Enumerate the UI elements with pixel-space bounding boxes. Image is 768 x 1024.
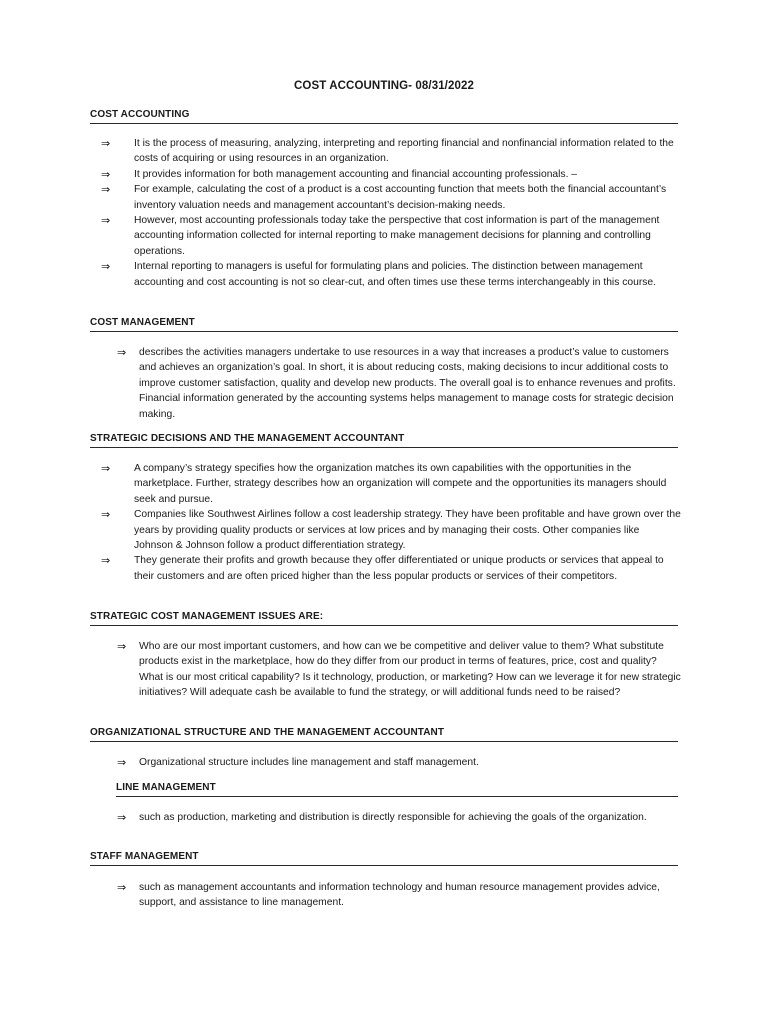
- arrow-bullet-icon: ⇒: [101, 508, 111, 522]
- arrow-bullet-icon: ⇒: [117, 881, 127, 894]
- list-org-structure: [117, 755, 683, 770]
- list-item: ⇒ Who are our most important customers, and how can we be competitive and deliver value to them? What substitute products exist in the marketplace, how do they differ from our product in terms of features, price, cost and quality? What is our most critical capability? Is it technology, production, or marketing? How can we leverage it for new strategic initiatives? Will adequate cash be available to fund the strategy, or will additional funds need to be raised?: [117, 640, 681, 699]
- section-heading-strategic-cost-issues: STRATEGIC COST MANAGEMENT ISSUES ARE:: [90, 610, 678, 626]
- list-item: ⇒ They generate their profits and growth because they offer differentiated or unique products or services that appeal to their customers and are often priced higher than the less popular products or services of their competitors.: [101, 554, 664, 582]
- document-title: COST ACCOUNTING- 08/31/2022: [294, 80, 474, 92]
- arrow-bullet-icon: ⇒: [117, 346, 127, 359]
- list-strategic-cost-issues: [117, 639, 683, 701]
- list-item: ⇒ However, most accounting professionals today take the perspective that cost information is part of the management accounting information collected for internal reporting to make management decisions for planning and controlling operations.: [101, 214, 660, 257]
- section-heading-org-structure: ORGANIZATIONAL STRUCTURE AND THE MANAGEMENT ACCOUNTANT: [90, 726, 678, 742]
- section-heading-staff-management: STAFF MANAGEMENT: [90, 850, 678, 866]
- list-item: ⇒ describes the activities managers undertake to use resources in a way that increases a product’s value to customers and achieves an organization’s goal. In short, it is about reducing costs, making decisions to incur additional costs to improve customer satisfaction, quality and develop new products. The overall goal is to enhance revenues and profits. Financial information generated by the accounting systems helps management to manage costs for strategic decision making.: [117, 346, 676, 420]
- arrow-bullet-icon: ⇒: [101, 554, 111, 568]
- arrow-bullet-icon: ⇒: [101, 167, 111, 181]
- arrow-bullet-icon: ⇒: [117, 640, 127, 653]
- section-heading-strategic-decisions: STRATEGIC DECISIONS AND THE MANAGEMENT ACCOUNTANT: [90, 432, 678, 448]
- list-item: ⇒ such as production, marketing and distribution is directly responsible for achieving the goals of the organization.: [117, 811, 647, 824]
- list-cost-accounting: [101, 136, 681, 290]
- arrow-bullet-icon: ⇒: [101, 214, 111, 228]
- arrow-bullet-icon: ⇒: [101, 183, 111, 197]
- list-item: ⇒ Internal reporting to managers is useful for formulating plans and policies. The distinction between management accounting and cost accounting is not so clear-cut, and often times use these terms interchangeably in this course.: [101, 260, 656, 288]
- arrow-bullet-icon: ⇒: [101, 137, 111, 150]
- list-item: ⇒ For example, calculating the cost of a product is a cost accounting function that meets both the financial accountant’s inventory valuation needs and management accountant’s decision-making needs.: [101, 183, 667, 211]
- arrow-bullet-icon: ⇒: [101, 260, 111, 274]
- list-cost-management: [117, 345, 683, 422]
- list-item: ⇒ such as management accountants and information technology and human resource management provides advice, support, and assistance to line management.: [117, 881, 660, 909]
- section-heading-cost-accounting: COST ACCOUNTING: [90, 108, 678, 124]
- list-item: ⇒ Companies like Southwest Airlines follow a cost leadership strategy. They have been profitable and have grown over the years by providing quality products or services at low prices and by managing their costs. Other companies like Johnson & Johnson follow a product differentiation strategy.: [101, 508, 681, 552]
- section-heading-line-management: LINE MANAGEMENT: [116, 781, 678, 797]
- list-item: ⇒ Organizational structure includes line management and staff management.: [117, 756, 479, 769]
- list-line-management: [117, 810, 683, 825]
- list-item: ⇒ A company’s strategy specifies how the organization matches its own capabilities with the opportunities in the marketplace. Further, strategy describes how an organization will compete and the opportunities its managers should seek and pursue.: [101, 462, 667, 505]
- arrow-bullet-icon: ⇒: [117, 811, 127, 824]
- list-item: ⇒ It is the process of measuring, analyzing, interpreting and reporting financial and nonfinancial information related to the costs of acquiring or using resources in an organization.: [101, 137, 674, 165]
- section-heading-cost-management: COST MANAGEMENT: [90, 316, 678, 332]
- list-item: ⇒ It provides information for both management accounting and financial accounting professionals. –: [101, 167, 578, 181]
- arrow-bullet-icon: ⇒: [101, 462, 111, 475]
- list-staff-management: [117, 880, 683, 911]
- list-strategic-decisions: [101, 461, 681, 584]
- arrow-bullet-icon: ⇒: [117, 756, 127, 769]
